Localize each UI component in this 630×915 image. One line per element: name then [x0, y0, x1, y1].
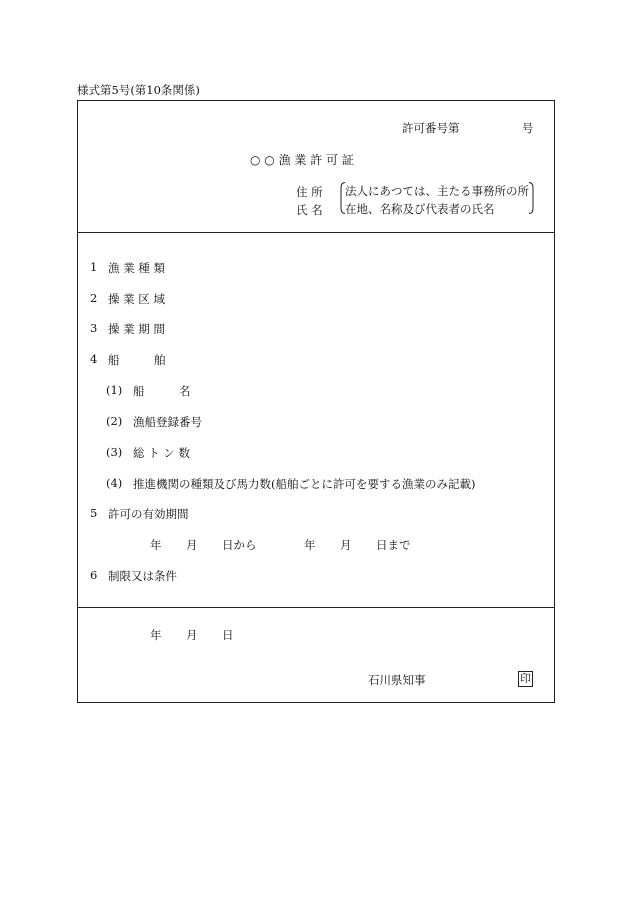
sub-item-2-number: (2)	[106, 414, 123, 428]
period-to-year: 年	[304, 538, 316, 552]
item-3-number: 3	[90, 321, 98, 335]
permit-number-suffix: 号	[522, 121, 534, 135]
permit-form-frame	[77, 100, 555, 703]
item-4-vessel: 船 舶	[108, 353, 166, 367]
item-3-operating-period: 操 業 期 間	[108, 322, 165, 336]
item-5-validity-period: 許可の有効期間	[108, 507, 189, 521]
period-from-day: 日から	[222, 538, 257, 552]
sub-item-1-number: (1)	[106, 383, 123, 397]
item-5-number: 5	[90, 506, 98, 520]
sub-item-registration-number: 漁船登録番号	[133, 415, 202, 429]
period-to-day: 日まで	[376, 538, 411, 552]
sub-item-3-number: (3)	[106, 445, 123, 459]
right-paren-icon	[528, 182, 534, 214]
applicant-note-line1: 法人にあつては、主たる事務所の所	[345, 184, 529, 198]
form-number-label: 様式第5号(第10条関係)	[77, 83, 200, 97]
item-1-fishery-type: 漁 業 種 類	[108, 261, 165, 275]
item-4-number: 4	[90, 352, 98, 366]
period-from-month: 月	[186, 538, 198, 552]
item-1-number: 1	[90, 260, 98, 274]
item-6-restrictions: 制限又は条件	[108, 569, 177, 583]
sub-item-4-number: (4)	[106, 476, 123, 490]
item-2-number: 2	[90, 291, 98, 305]
item-2-operating-area: 操 業 区 域	[108, 292, 165, 306]
footer-divider	[78, 607, 554, 608]
sub-item-gross-tonnage: 総 ト ン 数	[133, 446, 190, 460]
applicant-note-line2: 在地、名称及び代表者の氏名	[345, 202, 495, 216]
issue-date-month: 月	[186, 628, 198, 642]
address-label: 住 所	[296, 185, 323, 199]
item-6-number: 6	[90, 568, 98, 582]
sub-item-engine-horsepower: 推進機関の種類及び馬力数(船舶ごとに許可を要する漁業のみ記載)	[133, 477, 476, 491]
seal-stamp: 印	[520, 672, 531, 685]
period-from-year: 年	[150, 538, 162, 552]
name-label: 氏 名	[296, 203, 323, 217]
period-to-month: 月	[340, 538, 352, 552]
permit-number-prefix: 許可番号第	[402, 121, 460, 135]
issuer-governor: 石川県知事	[368, 673, 426, 687]
document-title: ○ ○ 漁 業 許 可 証	[250, 153, 354, 167]
applicant-note-bracket	[340, 182, 534, 214]
sub-item-vessel-name: 船 名	[133, 384, 191, 398]
header-divider	[78, 232, 554, 233]
issue-date-day: 日	[222, 628, 234, 642]
issue-date-year: 年	[150, 628, 162, 642]
